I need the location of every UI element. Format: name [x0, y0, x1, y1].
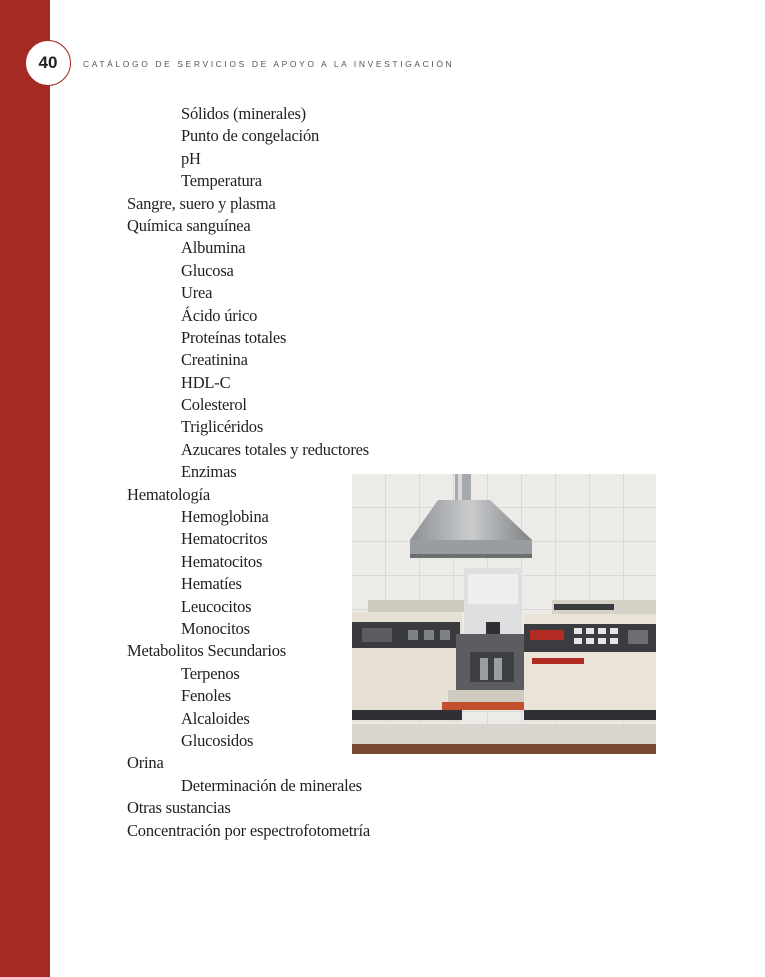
- list-subitem: Enzimas: [181, 462, 237, 482]
- list-heading: Orina: [127, 753, 164, 773]
- list-subitem: Creatinina: [181, 350, 248, 370]
- list-heading: Sangre, suero y plasma: [127, 193, 276, 213]
- list-subitem: Hematocritos: [181, 529, 268, 549]
- list-subitem: Glucosa: [181, 260, 234, 280]
- list-subitem: Hemoglobina: [181, 507, 269, 527]
- list-subitem: Glucosidos: [181, 730, 254, 750]
- list-subitem: Ácido úrico: [181, 305, 258, 325]
- list-subitem: Temperatura: [181, 171, 262, 191]
- list-heading: Otras sustancias: [127, 798, 231, 818]
- list-subitem: pH: [181, 148, 201, 168]
- list-subitem: Leucocitos: [181, 596, 252, 616]
- list-subitem: Urea: [181, 283, 213, 303]
- list-subitem: Hematocitos: [181, 551, 263, 571]
- page-number: 40: [38, 53, 58, 72]
- list-subitem: Fenoles: [181, 686, 231, 706]
- list-subitem: HDL-C: [181, 372, 231, 392]
- spectrophotometer-photo: [352, 474, 656, 754]
- list-subitem: Monocitos: [181, 618, 250, 638]
- list-subitem: Sólidos (minerales): [181, 104, 306, 123]
- list-subitem: Proteínas totales: [181, 327, 287, 347]
- running-header-title: CATÁLOGO DE SERVICIOS DE APOYO A LA INVESTIGACIÓN: [83, 59, 455, 69]
- list-subitem: Azucares totales y reductores: [181, 439, 369, 459]
- list-heading: Concentración por espectrofotometría: [127, 820, 370, 840]
- list-subitem: Punto de congelación: [181, 126, 320, 146]
- list-subitem: Terpenos: [181, 663, 240, 683]
- page-number-badge: [25, 40, 71, 86]
- list-subitem: Triglicéridos: [181, 417, 264, 437]
- list-heading: Hematología: [127, 484, 211, 504]
- side-color-bar: [0, 0, 50, 977]
- list-subitem: Colesterol: [181, 395, 247, 415]
- list-subitem: Hematíes: [181, 574, 242, 594]
- list-subitem: Albumina: [181, 238, 246, 258]
- services-list: [127, 103, 370, 842]
- list-heading: Metabolitos Secundarios: [127, 641, 286, 661]
- list-heading: Química sanguínea: [127, 215, 251, 235]
- list-subitem: Alcaloides: [181, 708, 250, 728]
- list-subitem: Determinación de minerales: [181, 775, 362, 795]
